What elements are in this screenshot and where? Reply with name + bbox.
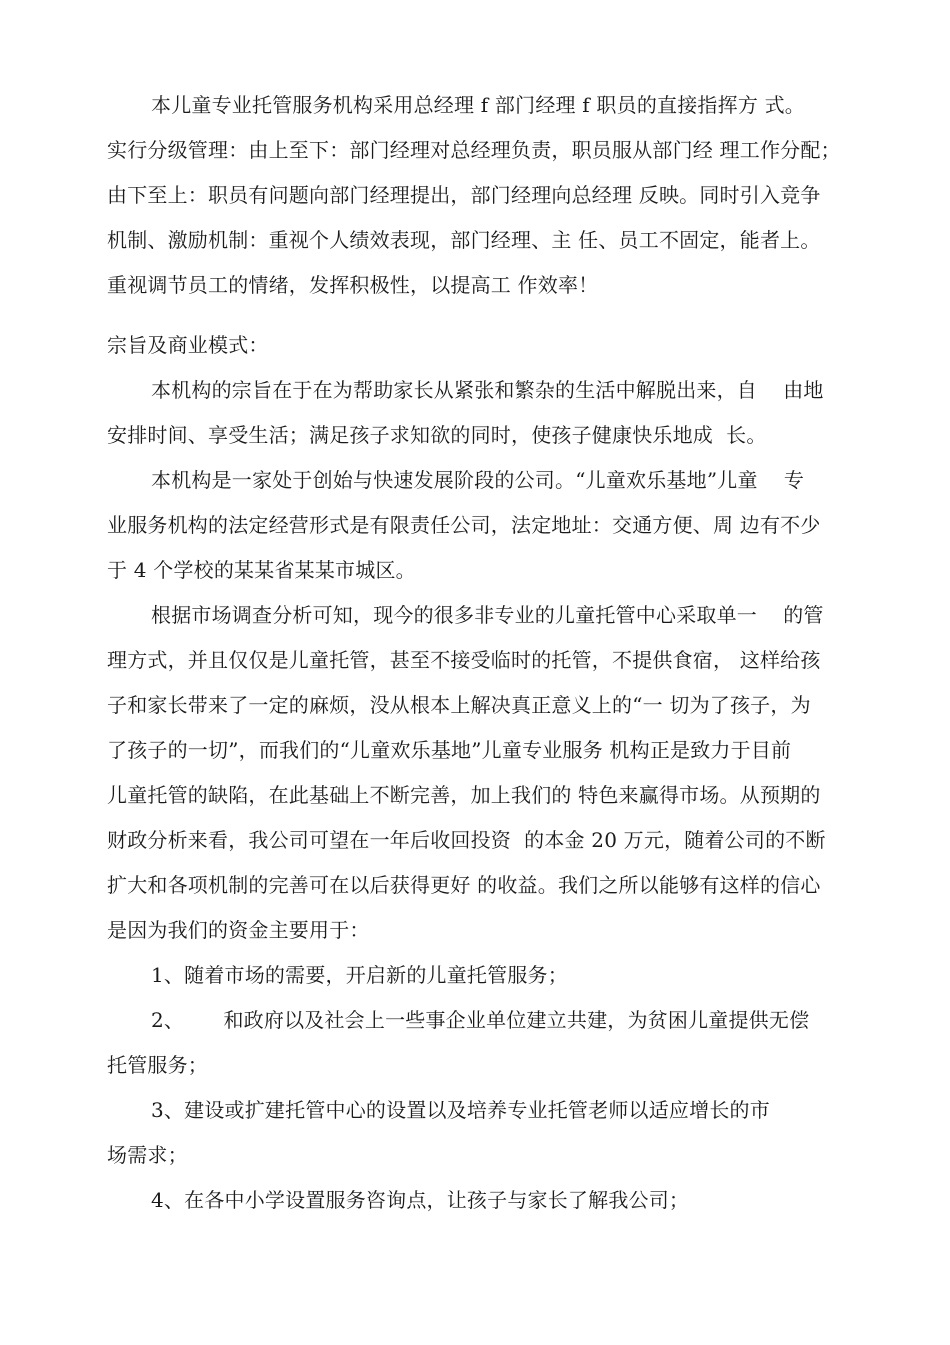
text-line: 儿童托管的缺陷，在此基础上不断完善，加上我们的 特色来赢得市场。从预期的 xyxy=(107,783,821,807)
section-heading: 宗旨及商业模式： xyxy=(107,333,269,357)
text-line: 子和家长带来了一定的麻烦，没从根本上解决真正意义上的“一 切为了孩子，为 xyxy=(107,693,811,717)
list-item: 2、 和政府以及社会上一些事企业单位建立共建，为贫困儿童提供无偿 xyxy=(151,1008,810,1032)
text-line: 于 4 个学校的某某省某某市城区。 xyxy=(107,558,416,582)
text-line: 是因为我们的资金主要用于： xyxy=(107,918,370,942)
text-line: 由下至上：职员有问题向部门经理提出，部门经理向总经理 反映。同时引入竞争 xyxy=(107,183,821,207)
text-line: 了孩子的一切”，而我们的“儿童欢乐基地”儿童专业服务 机构正是致力于目前 xyxy=(107,738,792,762)
text-line: 机制、激励机制：重视个人绩效表现，部门经理、主 任、员工不固定，能者上。 xyxy=(107,228,821,252)
text-line: 安排时间、享受生活；满足孩子求知欲的同时，使孩子健康快乐地成 长。 xyxy=(107,423,767,447)
text-line: 本机构是一家处于创始与快速发展阶段的公司。“儿童欢乐基地”儿童 专 xyxy=(151,468,805,492)
text-line: 根据市场调查分析可知，现今的很多非专业的儿童托管中心采取单一 的管 xyxy=(151,603,824,627)
text-line: 本机构的宗旨在于在为帮助家长从紧张和繁杂的生活中解脱出来，自 由地 xyxy=(151,378,824,402)
text-line: 重视调节员工的情绪，发挥积极性，以提高工 作效率！ xyxy=(107,273,599,297)
text-line: 扩大和各项机制的完善可在以后获得更好 的收益。我们之所以能够有这样的信心 xyxy=(107,873,821,897)
text-line: 场需求； xyxy=(107,1143,188,1167)
text-line: 理方式，并且仅仅是儿童托管，甚至不接受临时的托管，不提供食宿， 这样给孩 xyxy=(107,648,821,672)
text-line: 实行分级管理：由上至下：部门经理对总经理负责，职员服从部门经 理工作分配； xyxy=(107,138,841,162)
text-line: 托管服务； xyxy=(107,1053,208,1077)
list-item: 4、在各中小学设置服务咨询点，让孩子与家长了解我公司； xyxy=(151,1188,690,1212)
list-item: 1、随着市场的需要，开启新的儿童托管服务； xyxy=(151,963,568,987)
text-line: 财政分析来看，我公司可望在一年后收回投资 的本金 20 万元，随着公司的不断 xyxy=(107,828,826,852)
list-item: 3、建设或扩建托管中心的设置以及培养专业托管老师以适应增长的市 xyxy=(151,1098,770,1122)
text-line: 本儿童专业托管服务机构采用总经理 f 部门经理 f 职员的直接指挥方 式。 xyxy=(151,93,805,117)
text-line: 业服务机构的法定经营形式是有限责任公司，法定地址：交通方便、周 边有不少 xyxy=(107,513,821,537)
